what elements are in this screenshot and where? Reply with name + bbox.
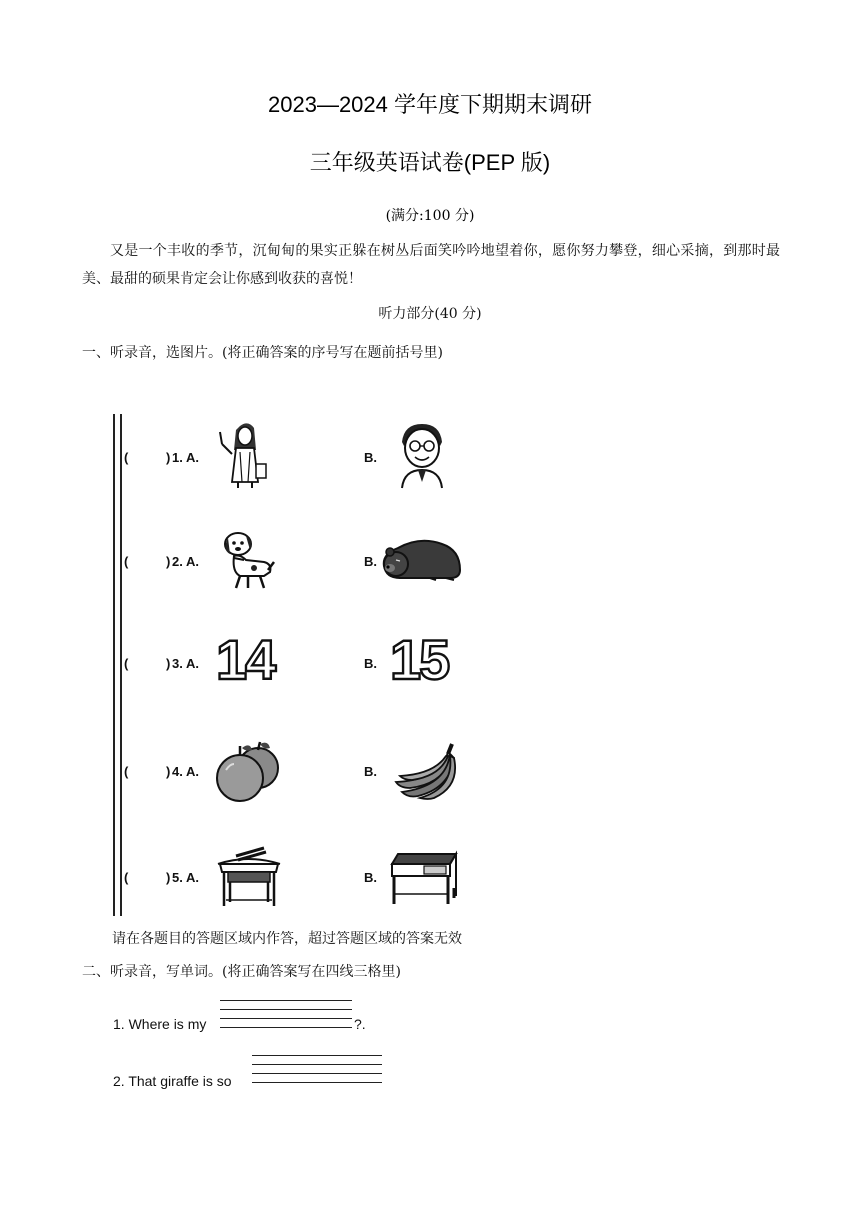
exam-subtitle: 三年级英语试卷(PEP 版) xyxy=(309,150,551,175)
question-row-1 xyxy=(124,418,484,498)
number-14-text: 14 xyxy=(216,628,275,691)
bananas-icon xyxy=(390,740,460,800)
question-number: 1. A. xyxy=(172,450,199,465)
answer-paren-close: ) xyxy=(166,764,171,779)
answer-paren-close: ) xyxy=(166,450,171,465)
left-rule-outer xyxy=(113,414,115,916)
question-number: 4. A. xyxy=(172,764,199,779)
full-score: (满分:100 分) xyxy=(385,208,475,224)
question-row-2 xyxy=(124,522,484,602)
fill-item-1-prefix: 1. Where is my xyxy=(113,1016,207,1032)
bear-lying-icon xyxy=(380,536,464,582)
answer-paren-open[interactable]: ( xyxy=(124,554,129,569)
option-b-label: B. xyxy=(364,450,377,465)
number-15-text: 15 xyxy=(390,628,449,691)
question-number: 3. A. xyxy=(172,656,199,671)
answer-paren-open[interactable]: ( xyxy=(124,656,129,671)
question-row-3 xyxy=(124,624,484,704)
answer-paren-close: ) xyxy=(166,870,171,885)
question-number: 2. A. xyxy=(172,554,199,569)
desk-with-pencils-icon xyxy=(216,846,282,908)
section1-heading: 一、听录音，选图片。(将正确答案的序号写在题前括号里) xyxy=(82,345,443,361)
intro-paragraph: 又是一个丰收的季节，沉甸甸的果实正躲在树丛后面笑吟吟地望着你，愿你努力攀登，细心采摘，到那时最美、最甜的硕果肯定会让你感到收获的喜悦！ xyxy=(82,243,780,287)
fill-item-2-prefix: 2. That giraffe is so xyxy=(113,1073,232,1089)
answer-area-notice: 请在各题目的答题区域内作答，超过答题区域的答案无效 xyxy=(112,931,462,947)
man-with-glasses-icon xyxy=(394,422,450,490)
fill-item-1-suffix: ?. xyxy=(354,1016,366,1032)
apples-icon xyxy=(212,738,284,804)
answer-paren-close: ) xyxy=(166,656,171,671)
option-b-label: B. xyxy=(364,656,377,671)
puppy-icon xyxy=(220,528,276,590)
answer-paren-open[interactable]: ( xyxy=(124,450,129,465)
question-number: 5. A. xyxy=(172,870,199,885)
four-line-grid-2[interactable] xyxy=(252,1055,382,1085)
section2-heading: 二、听录音，写单词。(将正确答案写在四线三格里) xyxy=(82,964,401,980)
exam-title: 2023—2024 学年度下期期末调研 xyxy=(268,92,592,117)
question-row-5 xyxy=(124,840,484,920)
question-row-4 xyxy=(124,736,484,816)
desk-icon xyxy=(388,850,460,906)
option-b-label: B. xyxy=(364,764,377,779)
left-rule-inner xyxy=(120,414,122,916)
option-b-label: B. xyxy=(364,554,377,569)
option-b-label: B. xyxy=(364,870,377,885)
teacher-woman-icon xyxy=(218,420,270,488)
answer-paren-open[interactable]: ( xyxy=(124,870,129,885)
listening-heading: 听力部分(40 分) xyxy=(378,306,482,322)
answer-paren-open[interactable]: ( xyxy=(124,764,129,779)
answer-paren-close: ) xyxy=(166,554,171,569)
four-line-grid-1[interactable] xyxy=(220,1000,352,1030)
